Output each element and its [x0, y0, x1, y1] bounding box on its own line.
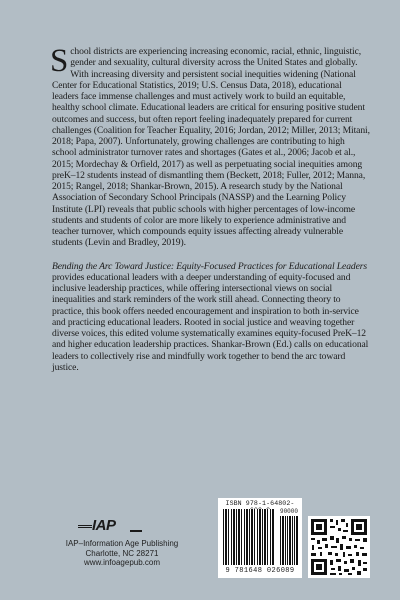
paragraph-2-text: provides educational leaders with a deeper understanding of equity-focused and inclusive leadership practices, while offering intersectional views on social inequalities and stark reminders of the work still ahead. Connecting theory to practice, this book offers needed encouragement and inspiration to both in-service and practicing educational leaders. Rooted in social justice and weaving together diverse voices, this edited volume systematically examines equity-focused PreK–12 and higher education leadership practices. Shankar-Brown (Ed.) calls on educational leaders to collectively rise and mindfully work together to bend the arc toward justice.	[52, 271, 369, 373]
iap-logo	[92, 517, 116, 534]
logo-text: IAP	[92, 517, 116, 534]
publisher-name: IAP–Information Age Publishing	[65, 539, 179, 548]
paragraph-1-text: chool districts are experiencing increasing economic, racial, ethnic, linguistic, gender and sexuality, cultural diversity across the United States and globally. With increasing diversity and persistent social inequities widening (National Center for Educational Statistics, 2019; U.S. Census Data, 2018), educational leaders face immense challenges and must actively work to build an equitable, healthy school climate. Educational leaders are critical for ensuring positive student outcomes and success, but often report feeling inadequately prepared for current challenges (Coalition for Teacher Equality, 2016; Jordan, 2012; Miller, 2013; Mitani, 2018; Papa, 2007). Unfortunately, growing challenges are contributing to high school administrator turnover rates and shortages (Gates et al., 2006; Jacob et al., 2015; Mordechay & Orfield, 2017) as well as perpetuating social inequities among preK–12 students instead of dismantling them (Beckett, 2018; Fuller, 2012; Manna, 2015; Rangel, 2018; Shankar-Brown, 2015). A research study by the National Association of Secondary School Principals (NASSP) and the Learning Policy Institute (LPI) reveals that public schools with higher percentages of low-income students and students of color are more likely to experience administrative and teacher turnover, which compounds equity issues affecting already vulnerable students (Levin and Bradley, 2019).	[52, 46, 370, 249]
blurb-paragraph-1	[50, 43, 370, 249]
publisher-location: Charlotte, NC 28271	[85, 548, 159, 558]
publisher-info	[52, 539, 192, 568]
price-code: 90000	[279, 508, 298, 515]
cover-blurb	[50, 43, 370, 373]
ean-digits: 9 781648 026089	[225, 567, 295, 575]
barcode-bars-icon	[223, 509, 275, 565]
book-title: Bending the Arc Toward Justice: Equity-Focused Practices for Educational Leaders	[52, 260, 368, 272]
logo-lines-icon	[78, 525, 92, 529]
publisher-website: www.infoagepub.com	[83, 558, 161, 568]
isbn-label: ISBN 978-1-64802-	[225, 500, 295, 507]
blurb-paragraph-2	[52, 261, 370, 374]
price-barcode-bars-icon	[280, 516, 298, 565]
drop-cap: S	[50, 43, 69, 79]
isbn-barcode	[218, 498, 302, 578]
logo-underline-icon	[130, 530, 142, 532]
qr-code-icon	[308, 516, 370, 578]
